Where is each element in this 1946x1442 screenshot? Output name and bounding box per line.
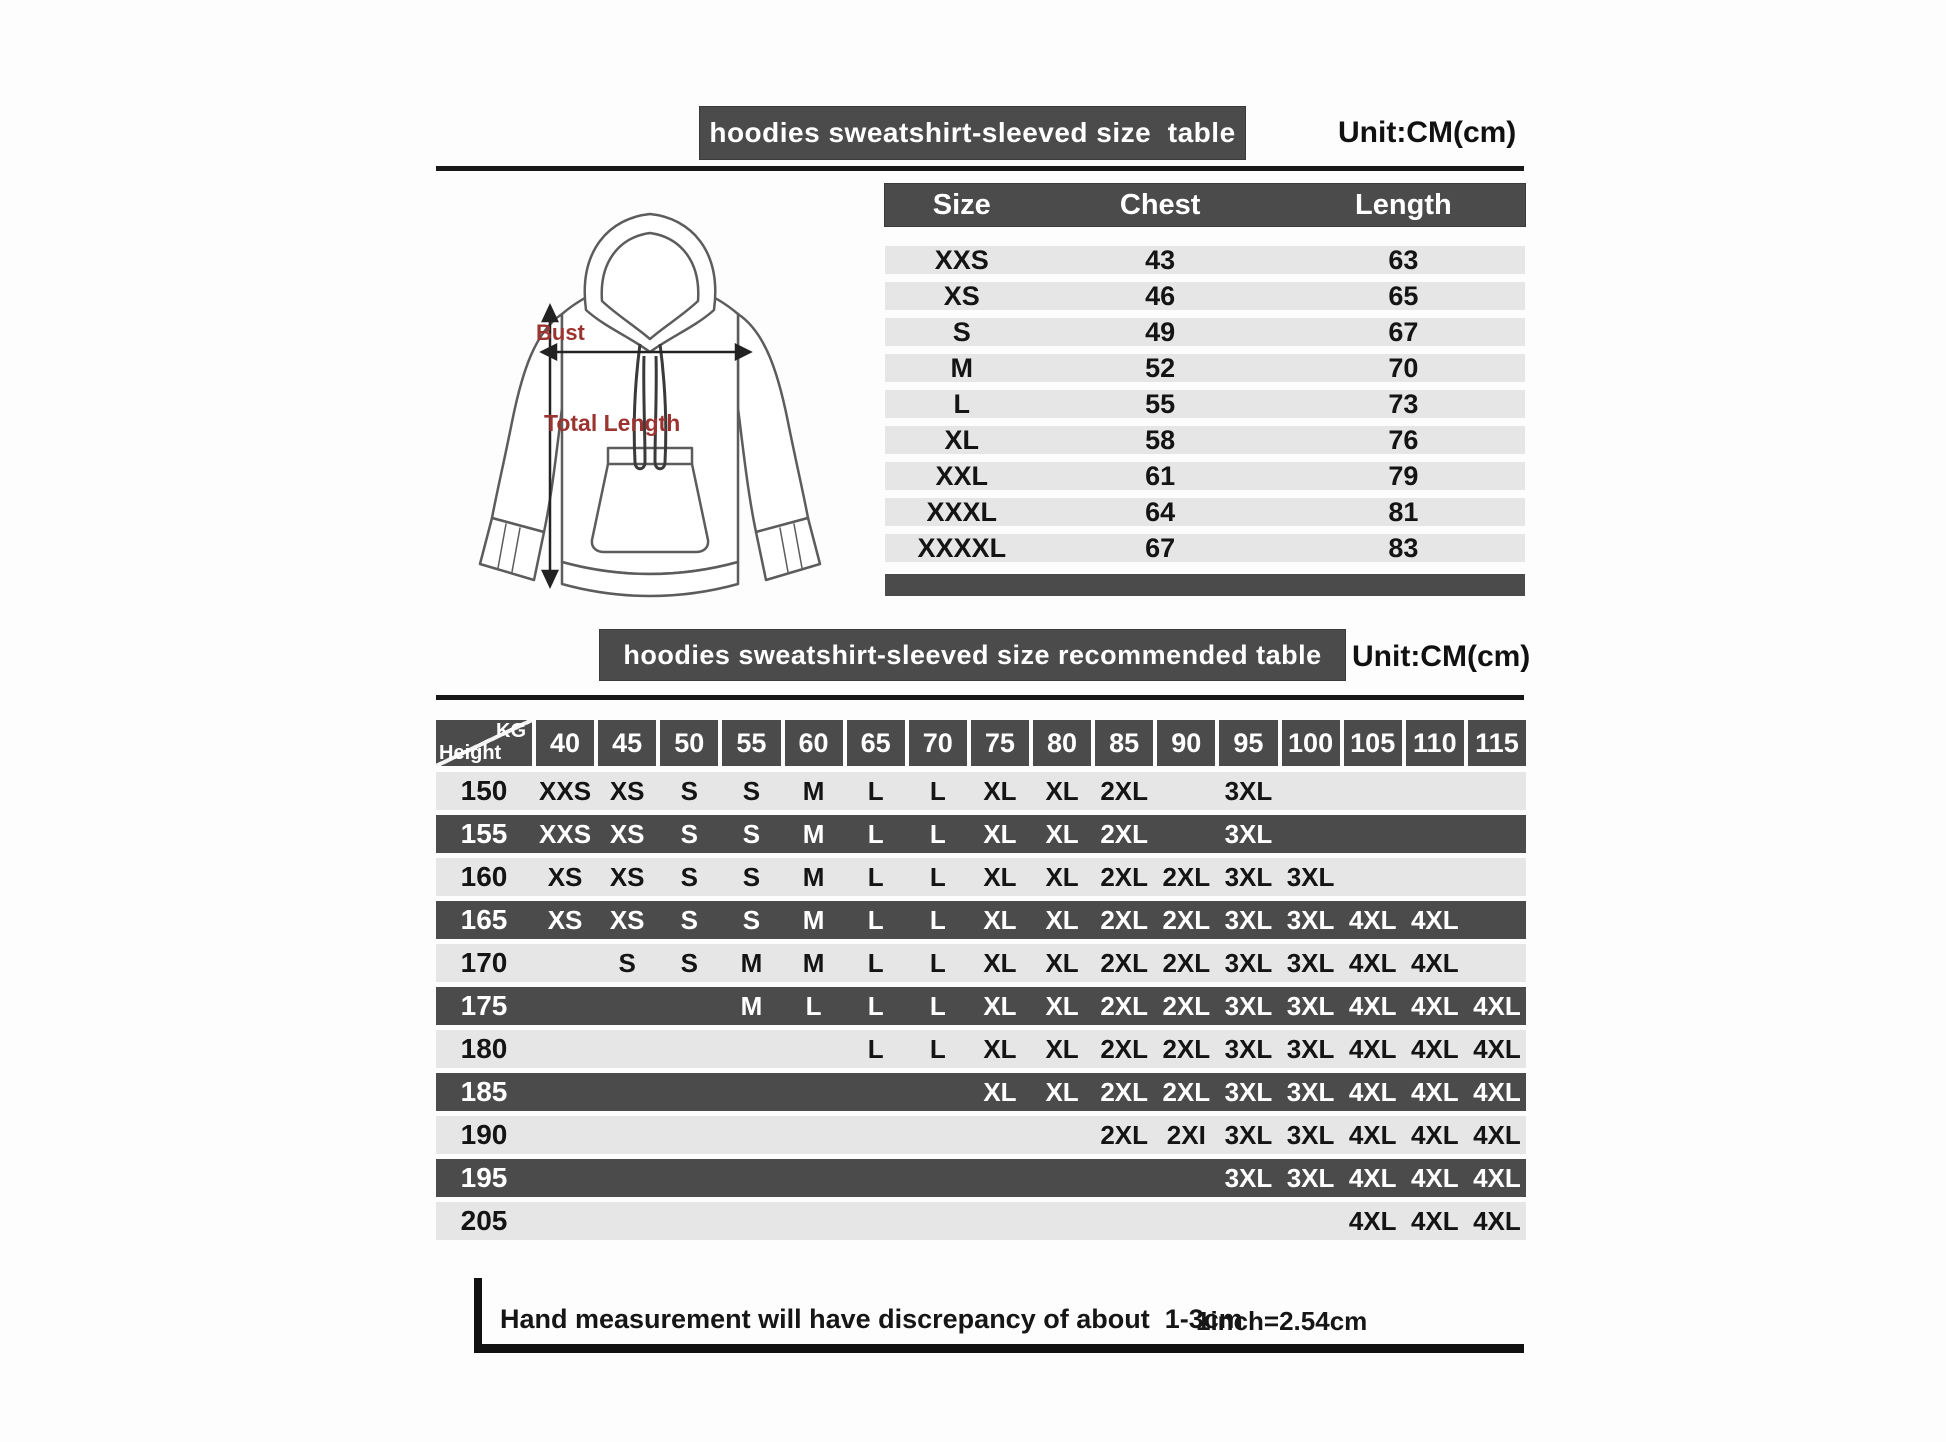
chest-cell: 46 [1145,280,1176,311]
chest-cell: 49 [1145,316,1176,347]
height-cell: 195 [460,1162,508,1193]
footer-bottom-line [474,1344,1524,1353]
recommended-size-cell-95: 3XL [1224,947,1273,978]
recommended-size-cell-55: S [742,861,761,892]
weight-header-80: 80 [1033,720,1091,766]
recommended-row-150 [436,772,1526,810]
recommended-size-cell-50: S [680,861,698,892]
recommended-size-cell-110: 4XL [1410,990,1459,1021]
recommended-size-cell-55: S [742,904,761,935]
recommended-size-cell-100: 3XL [1286,947,1335,978]
recommended-size-cell-105: 4XL [1348,1119,1397,1150]
recommended-size-cell-95: 3XL [1224,1076,1273,1107]
recommended-size-cell-55: S [742,775,761,806]
recommended-size-cell-95: 3XL [1224,1119,1273,1150]
recommended-size-cell-50: S [680,818,698,849]
recommended-size-cell-100: 3XL [1286,1076,1335,1107]
recommended-row-205 [436,1202,1526,1240]
recommended-row-190 [436,1116,1526,1154]
recommended-size-cell-110: 4XL [1410,904,1459,935]
recommended-size-cell-75: XL [983,947,1017,978]
corner-kg-label: KG [496,720,526,742]
recommended-size-cell-65: L [867,818,884,849]
size-measurements-table [885,184,1525,596]
recommended-size-cell-40: XXS [539,775,592,806]
weight-header-110: 110 [1406,720,1464,766]
recommended-size-cell-85: 2XL [1100,947,1149,978]
size-table-row-XXL [885,462,1525,490]
recommended-size-cell-50: S [680,947,698,978]
recommended-size-cell-100: 3XL [1286,1119,1335,1150]
recommended-size-cell-105: 4XL [1348,1162,1397,1193]
size-table-unit-label: Unit:CM(cm) [1338,116,1517,149]
recommended-size-cell-60: M [802,861,825,892]
recommended-size-cell-70: L [929,947,946,978]
footer-left-bar [474,1278,482,1348]
hoodie-right-sleeve [738,314,808,532]
weight-header-95: 95 [1219,720,1277,766]
height-cell: 155 [460,818,508,849]
size-table-title-bar [700,107,1245,159]
bust-label: Bust [536,320,585,345]
weight-header-105: 105 [1344,720,1402,766]
recommended-size-cell-80: XL [1045,818,1079,849]
weight-header-70: 70 [909,720,967,766]
recommended-size-cell-80: XL [1045,1076,1079,1107]
recommended-size-cell-60: M [802,818,825,849]
recommended-size-cell-100: 3XL [1286,1033,1335,1064]
height-cell: 165 [460,904,508,935]
chest-cell: 43 [1145,244,1176,275]
recommended-size-cell-115: 4XL [1473,1119,1521,1150]
hoodie-measurement-diagram [450,180,850,625]
recommended-size-cell-110: 4XL [1410,1205,1459,1236]
recommended-size-cell-45: XS [609,861,645,892]
top-separator-line [436,166,1524,171]
recommended-size-cell-40: XS [547,904,583,935]
recommended-size-cell-105: 4XL [1348,1205,1397,1236]
weight-header-40: 40 [536,720,594,766]
recommended-size-cell-40: XS [547,861,583,892]
recommended-size-cell-100: 3XL [1286,904,1335,935]
recommended-size-cell-80: XL [1045,775,1079,806]
height-cell: 150 [460,775,508,806]
height-cell: 170 [460,947,508,978]
recommended-size-cell-95: 3XL [1224,818,1273,849]
length-cell: 73 [1388,388,1419,419]
recommended-size-cell-100: 3XL [1286,990,1335,1021]
chest-cell: 67 [1145,532,1176,563]
recommended-size-cell-55: M [740,947,763,978]
recommended-size-cell-90: 2XI [1166,1119,1206,1150]
recommended-size-cell-55: S [742,818,761,849]
recommended-size-cell-85: 2XL [1100,1033,1149,1064]
weight-header-100: 100 [1282,720,1340,766]
size-table-header-length: Length [1355,188,1452,221]
recommended-size-cell-75: XL [983,861,1017,892]
recommended-size-cell-55: M [740,990,763,1021]
size-table-header-chest: Chest [1119,188,1201,221]
recommended-size-cell-60: M [802,775,825,806]
recommended-size-cell-60: L [805,990,822,1021]
inch-conversion-note: 1inch=2.54cm [1196,1306,1368,1336]
recommended-row-170 [436,944,1526,982]
recommended-table-title: hoodies sweatshirt-sleeved size recommended table [623,639,1322,670]
recommended-size-cell-80: XL [1045,904,1079,935]
weight-header-55: 55 [722,720,780,766]
size-cell: XXXL [926,496,998,527]
recommended-size-cell-100: 3XL [1286,861,1335,892]
size-cell: XL [944,424,980,455]
height-cell: 175 [460,990,508,1021]
recommended-size-cell-65: L [867,947,884,978]
length-cell: 65 [1388,280,1419,311]
recommended-size-cell-115: 4XL [1473,990,1521,1021]
length-cell: 67 [1388,316,1419,347]
recommended-size-cell-105: 4XL [1348,1076,1397,1107]
recommended-size-cell-85: 2XL [1100,904,1149,935]
recommended-size-cell-80: XL [1045,1033,1079,1064]
measurement-discrepancy-note: Hand measurement will have discrepancy of about 1-3cm [500,1304,1243,1334]
recommended-size-cell-90: 2XL [1162,861,1211,892]
size-recommended-table [436,720,1526,1245]
recommended-size-cell-90: 2XL [1162,990,1211,1021]
recommended-size-cell-115: 4XL [1473,1076,1521,1107]
recommended-size-cell-100: 3XL [1286,1162,1335,1193]
length-cell: 81 [1388,496,1419,527]
size-table-bottom-bar [885,574,1525,596]
height-cell: 190 [460,1119,508,1150]
height-cell: 185 [460,1076,508,1107]
length-cell: 63 [1388,244,1419,275]
weight-header-115: 115 [1468,720,1526,766]
length-cell: 70 [1388,352,1419,383]
length-cell: 83 [1388,532,1419,563]
recommended-size-cell-70: L [929,990,946,1021]
recommended-size-cell-110: 4XL [1410,947,1459,978]
recommended-size-cell-75: XL [983,1033,1017,1064]
size-table-row-S [885,318,1525,346]
recommended-size-cell-70: L [929,904,946,935]
recommended-size-cell-95: 3XL [1224,990,1273,1021]
size-table-body [885,246,1525,562]
recommended-size-cell-75: XL [983,904,1017,935]
recommended-size-cell-90: 2XL [1162,1076,1211,1107]
recommended-row-185 [436,1073,1526,1111]
recommended-size-cell-70: L [929,1033,946,1064]
recommended-size-cell-65: L [867,1033,884,1064]
recommended-table-header-row [436,720,1526,766]
recommended-size-cell-110: 4XL [1410,1076,1459,1107]
recommended-size-cell-90: 2XL [1162,904,1211,935]
recommended-size-cell-115: 4XL [1473,1162,1521,1193]
size-cell: M [950,352,974,383]
recommended-size-cell-60: M [802,947,825,978]
height-cell: 160 [460,861,508,892]
recommended-size-cell-65: L [867,990,884,1021]
recommended-size-cell-80: XL [1045,947,1079,978]
weight-header-50: 50 [660,720,718,766]
size-table-header-size: Size [932,188,991,221]
recommended-row-180 [436,1030,1526,1068]
kg-height-corner-cell [436,720,532,766]
recommended-size-cell-60: M [802,904,825,935]
size-cell: XXS [934,244,989,275]
size-cell: XS [943,280,980,311]
chest-cell: 61 [1145,460,1176,491]
size-table-row-XS [885,282,1525,310]
recommended-size-cell-80: XL [1045,990,1079,1021]
size-cell: L [953,388,971,419]
chest-cell: 52 [1145,352,1176,383]
height-cell: 205 [460,1205,508,1236]
recommended-size-cell-105: 4XL [1348,947,1397,978]
recommended-row-175 [436,987,1526,1025]
recommended-size-cell-65: L [867,861,884,892]
size-table-row-XXXL [885,498,1525,526]
recommended-size-cell-45: XS [609,775,645,806]
recommended-table-unit-label: Unit:CM(cm) [1352,640,1531,673]
recommended-size-cell-85: 2XL [1100,861,1149,892]
recommended-row-155 [436,815,1526,853]
weight-header-45: 45 [598,720,656,766]
recommended-size-cell-85: 2XL [1100,818,1149,849]
chest-cell: 58 [1145,424,1176,455]
recommended-size-cell-70: L [929,861,946,892]
recommended-size-cell-85: 2XL [1100,1119,1149,1150]
size-table-header-row [885,184,1525,226]
recommended-size-cell-85: 2XL [1100,990,1149,1021]
recommended-size-cell-40: XXS [539,818,592,849]
corner-height-label: Height [439,742,502,764]
recommended-size-cell-70: L [929,775,946,806]
recommended-size-cell-110: 4XL [1410,1162,1459,1193]
weight-header-75: 75 [971,720,1029,766]
recommended-size-cell-75: XL [983,818,1017,849]
length-cell: 76 [1388,424,1419,455]
recommended-size-cell-45: S [618,947,636,978]
recommended-size-cell-65: L [867,904,884,935]
recommended-size-cell-95: 3XL [1224,861,1273,892]
weight-header-60: 60 [785,720,843,766]
recommended-size-cell-90: 2XL [1162,947,1211,978]
recommended-size-cell-85: 2XL [1100,1076,1149,1107]
size-cell: XXL [935,460,989,491]
recommended-size-cell-90: 2XL [1162,1033,1211,1064]
size-table-row-XL [885,426,1525,454]
middle-separator-line [436,695,1524,700]
recommended-size-cell-75: XL [983,775,1017,806]
recommended-table-title-bar [600,630,1345,680]
chest-cell: 64 [1145,496,1176,527]
total-length-label: Total Length [544,410,681,436]
length-cell: 79 [1388,460,1419,491]
recommended-size-cell-45: XS [609,818,645,849]
recommended-size-cell-95: 3XL [1224,1162,1273,1193]
size-table-title: hoodies sweatshirt-sleeved size table [709,117,1236,148]
weight-header-65: 65 [847,720,905,766]
size-table-row-XXXXL [885,534,1525,562]
size-cell: S [952,316,971,347]
size-cell: XXXXL [917,532,1007,563]
recommended-row-165 [436,901,1526,939]
chest-cell: 55 [1145,388,1176,419]
recommended-size-cell-115: 4XL [1473,1033,1521,1064]
recommended-size-cell-65: L [867,775,884,806]
recommended-row-160 [436,858,1526,896]
recommended-size-cell-75: XL [983,1076,1017,1107]
recommended-size-cell-105: 4XL [1348,1033,1397,1064]
recommended-size-cell-80: XL [1045,861,1079,892]
recommended-size-cell-45: XS [609,904,645,935]
recommended-size-cell-50: S [680,904,698,935]
size-table-row-M [885,354,1525,382]
recommended-size-cell-85: 2XL [1100,775,1149,806]
recommended-size-cell-105: 4XL [1348,990,1397,1021]
recommended-size-cell-95: 3XL [1224,775,1273,806]
recommended-size-cell-95: 3XL [1224,1033,1273,1064]
size-table-row-L [885,390,1525,418]
recommended-size-cell-110: 4XL [1410,1119,1459,1150]
recommended-size-cell-75: XL [983,990,1017,1021]
recommended-size-cell-105: 4XL [1348,904,1397,935]
recommended-row-195 [436,1159,1526,1197]
recommended-size-cell-70: L [929,818,946,849]
recommended-size-cell-110: 4XL [1410,1033,1459,1064]
recommended-size-cell-50: S [680,775,698,806]
weight-header-90: 90 [1157,720,1215,766]
recommended-size-cell-95: 3XL [1224,904,1273,935]
weight-header-85: 85 [1095,720,1153,766]
height-cell: 180 [460,1033,508,1064]
recommended-size-cell-115: 4XL [1473,1205,1521,1236]
hoodie-line-art [450,180,850,625]
size-table-row-XXS [885,246,1525,274]
recommended-table-body [436,772,1526,1240]
